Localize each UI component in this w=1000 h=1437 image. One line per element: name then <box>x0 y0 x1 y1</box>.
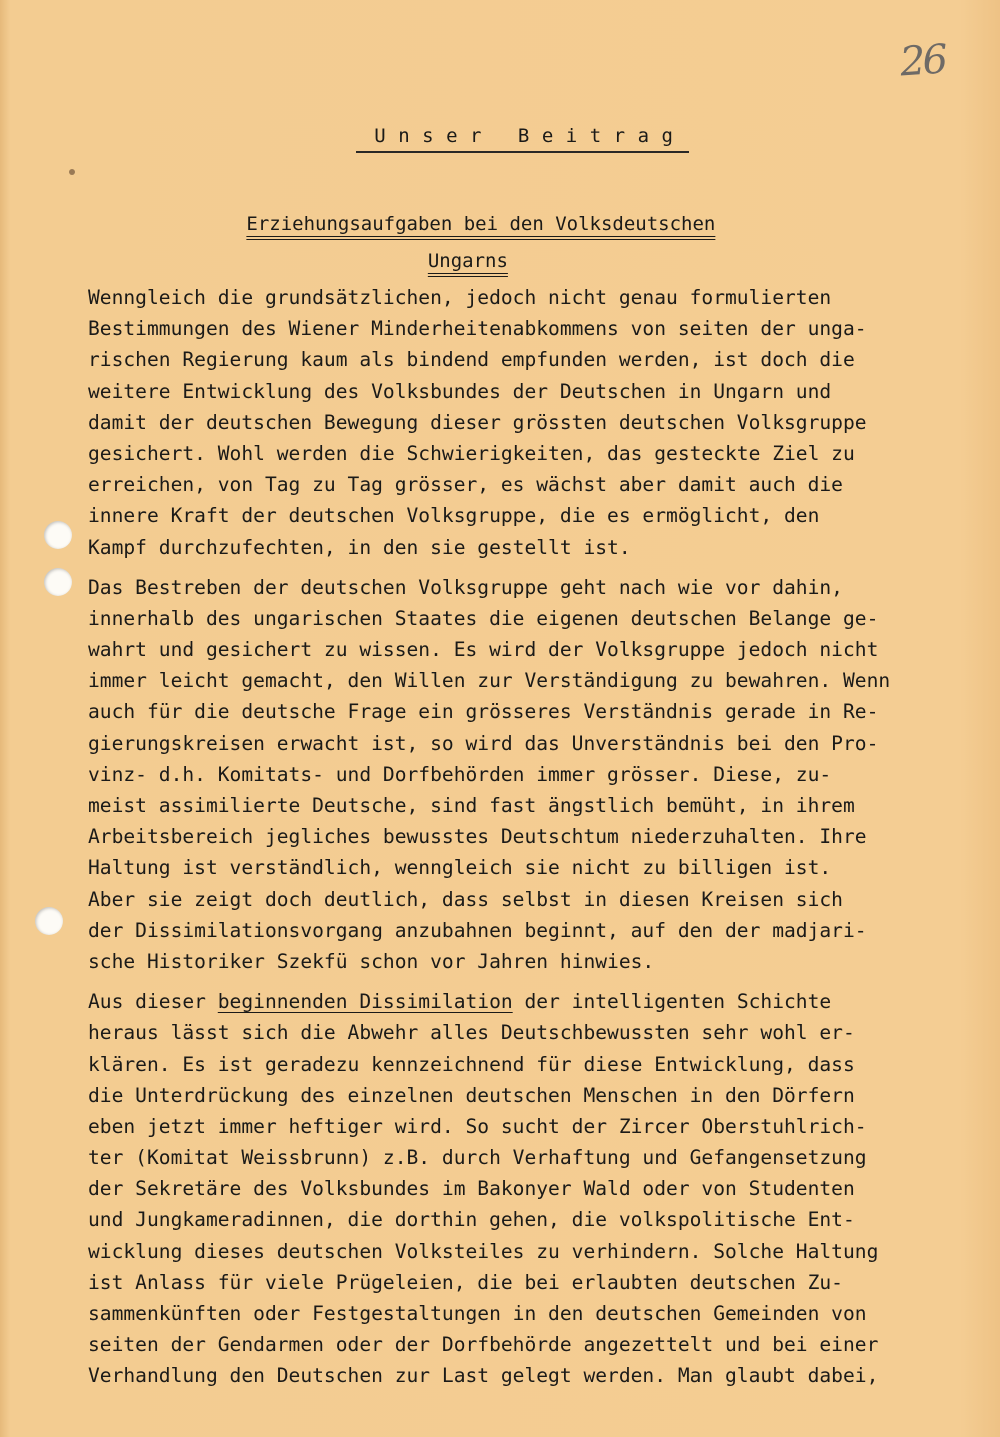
underlined-phrase: beginnenden Dissimilation <box>217 990 513 1014</box>
text-line: ist Anlass für viele Prügeleien, die bei erlaubten deutschen Zu- <box>88 1270 843 1294</box>
paragraph-2 <box>88 572 948 977</box>
subtitle-line-1: Erziehungsaufgaben bei den Volksdeutschen <box>246 213 716 235</box>
punch-hole <box>35 907 63 935</box>
text-line: und Jungkameradinnen, die dorthin gehen, die volkspolitische Ent- <box>88 1208 855 1232</box>
text-line: Aber sie zeigt doch deutlich, dass selbst in diesen Kreisen sich <box>88 887 843 911</box>
text-line: wahrt und gesichert zu wissen. Es wird der Volksgruppe jedoch nicht <box>88 638 879 662</box>
text-line: Haltung ist verständlich, wenngleich sie nicht zu billigen ist. <box>88 856 832 880</box>
text-segment: der intelligenten Schichte <box>512 990 832 1014</box>
text-line: wicklung dieses deutschen Volksteiles zu verhindern. Solche Haltung <box>88 1239 879 1263</box>
text-line: eben jetzt immer heftiger wird. So sucht der Zircer Oberstuhlrich- <box>88 1114 867 1138</box>
text-line: weitere Entwicklung des Volksbundes der Deutschen in Ungarn und <box>88 379 832 403</box>
text-line: der Dissimilationsvorgang anzubahnen beginnt, auf den der madjari- <box>88 918 867 942</box>
text-line: klären. Es ist geradezu kennzeichnend für diese Entwicklung, dass <box>88 1052 855 1076</box>
text-line: erreichen, von Tag zu Tag grösser, es wächst aber damit auch die <box>88 473 843 497</box>
text-line: innere Kraft der deutschen Volksgruppe, die es ermöglicht, den <box>88 504 820 528</box>
text-line: die Unterdrückung des einzelnen deutschen Menschen in den Dörfern <box>88 1083 855 1107</box>
punch-hole <box>44 521 72 549</box>
text-line: innerhalb des ungarischen Staates die eigenen deutschen Belange ge- <box>88 606 879 630</box>
text-line: seiten der Gendarmen oder der Dorfbehörde angezettelt und bei einer <box>88 1333 879 1357</box>
text-line: heraus lässt sich die Abwehr alles Deutschbewussten sehr wohl er- <box>88 1021 855 1045</box>
paragraph-3 <box>88 986 948 1391</box>
text-line: Verhandlung den Deutschen zur Last gelegt werden. Man glaubt dabei, <box>88 1364 879 1388</box>
page-number: 26 <box>898 36 947 86</box>
text-line: Wenngleich die grundsätzlichen, jedoch nicht genau formulierten <box>88 286 832 309</box>
text-line: ter (Komitat Weissbrunn) z.B. durch Verhaftung und Gefangensetzung <box>88 1146 867 1170</box>
title-text: Unser Beitrag <box>356 125 689 153</box>
subtitle-line-2: Ungarns <box>427 250 508 272</box>
text-line: rischen Regierung kaum als bindend empfunden werden, ist doch die <box>88 348 855 372</box>
text-line: gierungskreisen erwacht ist, so wird das Unverständnis bei den Pro- <box>88 731 879 755</box>
paragraph-1 <box>88 282 948 563</box>
text-line: Bestimmungen des Wiener Minderheitenabkommens von seiten der unga- <box>88 317 867 341</box>
text-line: meist assimilierte Deutsche, sind fast ängstlich bemüht, in ihrem <box>88 794 855 817</box>
text-line: immer leicht gemacht, den Willen zur Verständigung zu bewahren. Wenn <box>88 669 891 693</box>
document-title <box>0 103 1000 175</box>
text-line: gesichert. Wohl werden die Schwierigkeiten, das gesteckte Ziel zu <box>88 441 855 465</box>
text-line: vinz- d.h. Komitats- und Dorfbehörden immer grösser. Diese, zu- <box>88 762 832 786</box>
text-line: sche Historiker Szekfü schon vor Jahren hinwies. <box>88 949 655 973</box>
punch-hole <box>44 568 72 596</box>
text-line: Arbeitsbereich jegliches bewusstes Deutschtum niederzuhalten. Ihre <box>88 825 867 849</box>
text-line: damit der deutschen Bewegung dieser grössten deutschen Volksgruppe <box>88 410 867 434</box>
body-text <box>88 282 948 1401</box>
text-segment: Aus dieser <box>88 990 218 1014</box>
text-line: auch für die deutsche Frage ein grösseres Verständnis gerade in Re- <box>88 700 879 724</box>
text-line: Kampf durchzufechten, in den sie gestellt ist. <box>88 535 631 559</box>
text-line: der Sekretäre des Volksbundes im Bakonyer Wald oder von Studenten <box>88 1177 855 1201</box>
text-line: sammenkünften oder Festgestaltungen in den deutschen Gemeinden von <box>88 1302 867 1325</box>
text-line-with-underline <box>88 986 948 1017</box>
text-line: Das Bestreben der deutschen Volksgruppe geht nach wie vor dahin, <box>88 575 843 599</box>
